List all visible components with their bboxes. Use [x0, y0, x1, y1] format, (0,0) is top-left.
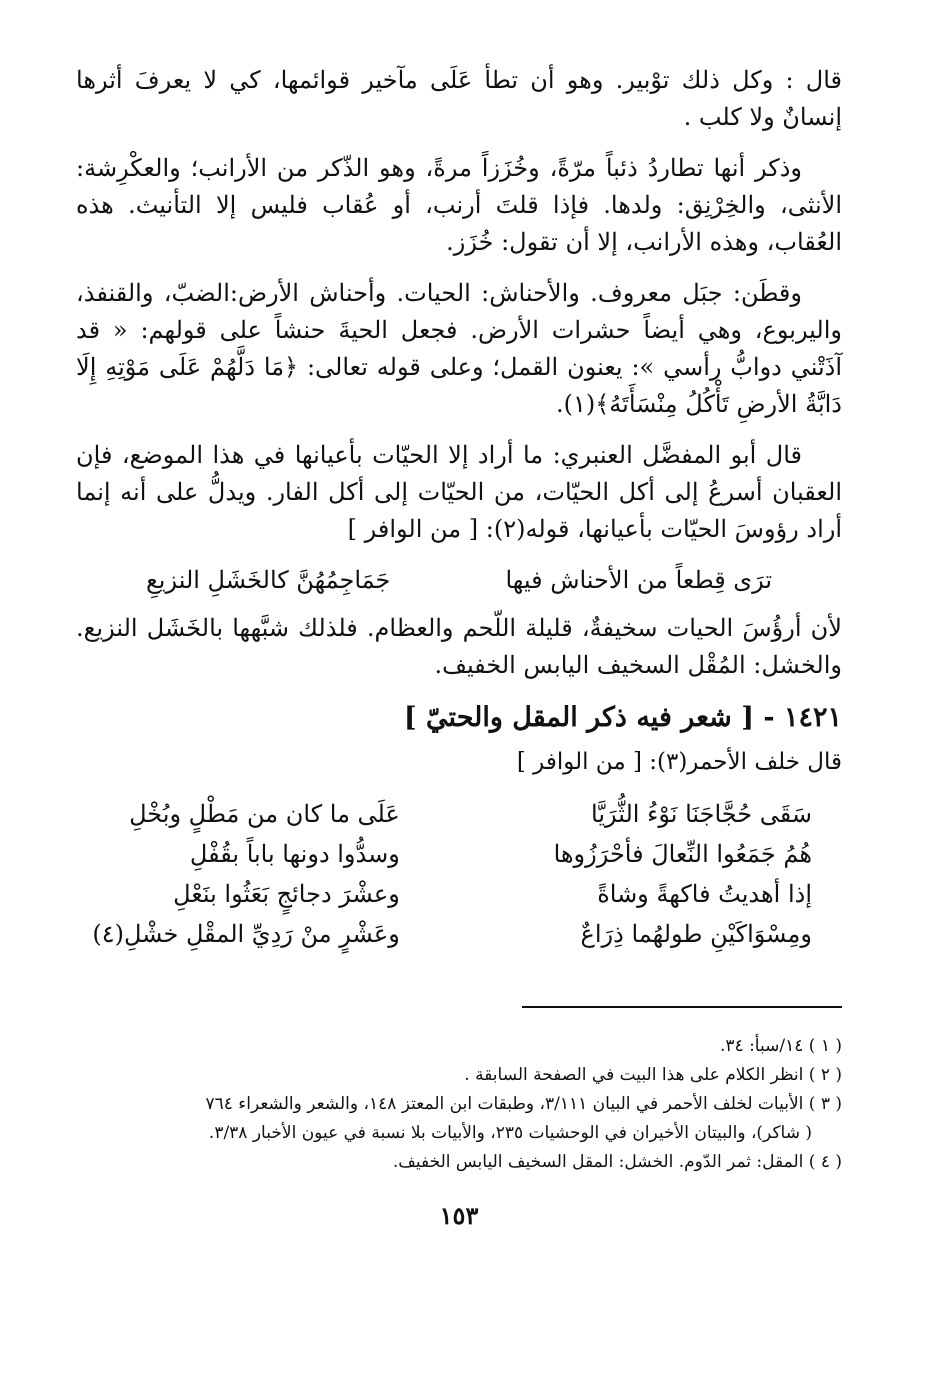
poem-first-hemistich: إذا أهديتُ فاكهةً وشاةً [597, 880, 812, 908]
section-heading: ١٤٢١ - [ شعر فيه ذكر المقل والحتيّ ] [403, 702, 842, 733]
footnote-2: ( ٢ ) انظر الكلام على هذا البيت في الصفحة السابقة . [464, 1065, 842, 1085]
poem-first-hemistich: هُمُ جَمَعُوا النِّعالَ فأحْرَزُوها [553, 840, 812, 868]
poem-first-hemistich: سَقَى حُجَّاجَنَا نَوْءُ الثُّرَيَّا [591, 800, 812, 828]
footnote-3: ( ٣ ) الأبيات لخلف الأحمر في البيان ٣/١١١، وطبقات ابن المعتز ١٤٨، والشعر والشعراء ٧٦٤ [205, 1094, 842, 1114]
quoted-verse [146, 562, 772, 598]
footnote-divider [522, 1006, 842, 1008]
poem-second-hemistich: وعَشْرٍ منْ رَدِيِّ المقْلِ خشْلِ(٤) [92, 920, 400, 948]
footnote-4: ( ٤ ) المقل: ثمر الدّوم. الخشل: المقل السخيف اليابس الخفيف. [392, 1152, 842, 1172]
poem-second-hemistich: وعشْرَ دجائجٍ بَعَثُوا بنَعْلِ [173, 880, 400, 908]
paragraph-5: لأن أرؤُسَ الحيات سخيفةٌ، قليلة اللّحم والعظام. فلذلك شبَّهها بالخَشَل النزيع. والخشل: المُقْل السخيف اليابس الخفيف. [76, 614, 842, 679]
paragraph-2: وذكر أنها تطاردُ ذئباً مرّةً، وخُزَزاً مرةً، وهو الذّكر من الأرانب؛ والعكْرِشة: الأنثى، والخِرْنِق: ولدها. فإذا قلتَ أرنب، أو عُقاب فليس إلا التأنيث. هذه العُقاب، وهذه الأرانب، إلا أن تقول: خُزَز. [76, 154, 842, 256]
verse-second-hemistich: جَمَاجِمُهُنَّ كالخَشَلِ النزيعِ [146, 566, 391, 594]
poem-line [76, 874, 812, 914]
verse-first-hemistich: ترَى قِطعاً من الأحناش فيها [505, 566, 772, 594]
poem-line [76, 834, 812, 874]
paragraph-3: وقطَن: جبَل معروف. والأحناش: الحيات. وأحناش الأرض:الضبّ، والقنفذ، واليربوع، وهي أيضاً حشرات الأرض. فجعل الحيةَ حنشاً على قولهم: « قد آذَتْني دوابُّ رأسي »: يعنون القمل؛ وعلى قوله تعالى: ﴿مَا دَلَّهُمْ عَلَى مَوْتِهِ إِلَا دَابَّةُ الأرضِ تَأْكُلُ مِنْسَأَتَهُ﴾(١). [76, 279, 842, 418]
poem-line [76, 794, 812, 834]
poem-line [76, 914, 812, 954]
paragraph-1: قال : وكل ذلك توْبير. وهو أن تطأ عَلَى مآخير قوائمها، كي لا يعرفَ أثرها إنسانٌ ولا كلب . [76, 66, 842, 131]
poem-intro: قال خلف الأحمر(٣): [ من الوافر ] [516, 749, 842, 775]
poem-second-hemistich: وسدُّوا دونها باباً بقُفْلِ [189, 840, 400, 868]
footnotes [76, 1032, 842, 1177]
poem-first-hemistich: ومِسْوَاكَيْنِ طولهُما ذِرَاعٌ [580, 920, 812, 948]
footnote-1: ( ١ ) ١٤/سبأ: ٣٤. [720, 1036, 842, 1056]
footnote-3-continued: ( شاكر)، والبيتان الأخيران في الوحشيات ٢٣٥، والأبيات بلا نسبة في عيون الأخبار ٣/٣٨. [208, 1123, 812, 1143]
page-number: ١٥٣ [439, 1201, 479, 1230]
poem-second-hemistich: عَلَى ما كان من مَطْلٍ وبُخْلِ [129, 800, 400, 828]
paragraph-4: قال أبو المفضَّل العنبري: ما أراد إلا الحيّات بأعيانها في هذا الموضع، فإن العقبان أسرعُ إلى أكل الحيّات، من الحيّات إلى أكل الفار. ويدلُّ على أنه إنما أراد رؤوسَ الحيّات بأعيانها، قوله(٢): [ من الوافر ] [76, 441, 842, 543]
poem [76, 794, 812, 954]
